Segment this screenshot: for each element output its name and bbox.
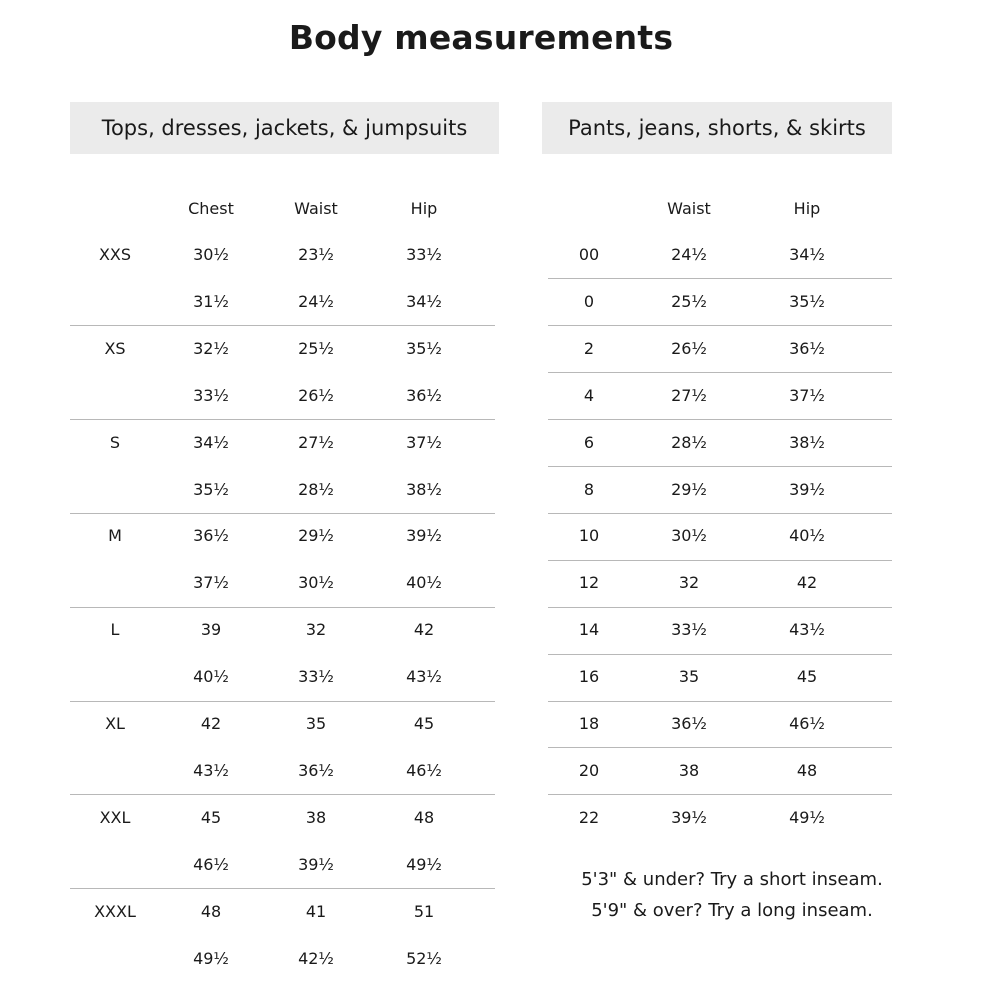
- measurement-cell: 37½: [406, 432, 442, 452]
- measurement-cell: 25½: [298, 338, 334, 358]
- row-divider: [70, 794, 495, 795]
- measurement-cell: 45: [796, 667, 818, 687]
- measurement-cell: 43½: [406, 667, 442, 687]
- measurement-cell: 43½: [193, 760, 229, 780]
- measurement-cell: 30½: [298, 573, 334, 593]
- inseam-note: 5'9" & over? Try a long inseam.: [591, 900, 873, 921]
- measurement-cell: 33½: [406, 245, 442, 264]
- row-divider: [70, 701, 495, 702]
- measurement-cell: 39½: [789, 479, 825, 499]
- size-label: 6: [583, 432, 595, 452]
- measurement-cell: 30½: [193, 245, 229, 264]
- measurement-cell: 42½: [298, 948, 334, 968]
- measurement-cell: 33½: [193, 385, 229, 405]
- measurement-cell: 28½: [298, 479, 334, 499]
- size-label: 2: [583, 338, 595, 358]
- measurement-cell: 48: [413, 807, 435, 827]
- measurement-cell: 42: [413, 620, 435, 640]
- measurement-cell: 30½: [671, 526, 707, 546]
- measurement-cell: 37½: [193, 573, 229, 593]
- measurement-cell: 35½: [193, 479, 229, 499]
- measurement-cell: 29½: [298, 526, 334, 546]
- measurement-cell: 43½: [789, 620, 825, 640]
- measurement-cell: 27½: [298, 432, 334, 452]
- row-divider: [548, 325, 892, 326]
- measurement-cell: 32½: [193, 338, 229, 358]
- page-title: Body measurements: [288, 18, 674, 57]
- measurement-cell: 34½: [789, 245, 825, 264]
- measurement-cell: 35: [678, 667, 700, 687]
- measurement-cell: 35½: [406, 338, 442, 358]
- measurement-cell: 51: [413, 901, 435, 921]
- row-divider: [548, 419, 892, 420]
- measurement-cell: 46½: [193, 854, 229, 874]
- measurement-cell: 49½: [406, 854, 442, 874]
- bottoms-section-heading: Pants, jeans, shorts, & skirts: [542, 102, 892, 154]
- measurement-cell: 25½: [671, 291, 707, 311]
- measurement-cell: 46½: [789, 714, 825, 733]
- measurement-cell: 33½: [671, 620, 707, 640]
- measurement-cell: 32: [678, 573, 700, 593]
- row-divider: [70, 513, 495, 514]
- size-label: 20: [578, 760, 600, 780]
- measurement-cell: 29½: [671, 479, 707, 499]
- measurement-cell: 38½: [406, 479, 442, 499]
- size-label: 0: [583, 291, 595, 311]
- row-divider: [548, 794, 892, 795]
- measurement-cell: 38½: [789, 432, 825, 452]
- column-header-chest: Chest: [188, 199, 234, 218]
- measurement-cell: 39: [200, 620, 222, 640]
- measurement-cell: 28½: [671, 432, 707, 452]
- measurement-cell: 41: [305, 901, 327, 921]
- measurement-cell: 35: [305, 714, 327, 733]
- column-header-hip: Hip: [410, 199, 438, 218]
- measurement-cell: 23½: [298, 245, 334, 264]
- measurement-cell: 32: [305, 620, 327, 640]
- measurement-cell: 24½: [671, 245, 707, 264]
- row-divider: [70, 607, 495, 608]
- row-divider: [548, 466, 892, 467]
- measurement-cell: 31½: [193, 291, 229, 311]
- size-label: 12: [578, 573, 600, 593]
- measurement-cell: 38: [305, 807, 327, 827]
- measurement-cell: 36½: [193, 526, 229, 546]
- measurement-cell: 49½: [193, 948, 229, 968]
- column-header-waist: Waist: [294, 199, 338, 218]
- row-divider: [70, 325, 495, 326]
- measurement-cell: 34½: [193, 432, 229, 452]
- size-label: 16: [578, 667, 600, 687]
- measurement-cell: 26½: [671, 338, 707, 358]
- size-label: M: [108, 526, 122, 546]
- measurement-cell: 27½: [671, 385, 707, 405]
- measurement-cell: 45: [200, 807, 222, 827]
- measurement-cell: 46½: [406, 760, 442, 780]
- size-label: 14: [578, 620, 600, 640]
- measurement-cell: 36½: [789, 338, 825, 358]
- size-label: 8: [583, 479, 595, 499]
- row-divider: [548, 513, 892, 514]
- row-divider: [548, 747, 892, 748]
- measurement-cell: 24½: [298, 291, 334, 311]
- row-divider: [548, 560, 892, 561]
- measurement-cell: 42: [796, 573, 818, 593]
- measurement-cell: 38: [678, 760, 700, 780]
- column-header-hip: Hip: [793, 199, 821, 218]
- row-divider: [548, 607, 892, 608]
- measurement-cell: 45: [413, 714, 435, 733]
- measurement-cell: 39½: [406, 526, 442, 546]
- measurement-cell: 49½: [789, 807, 825, 827]
- size-label: XXS: [98, 245, 132, 264]
- measurement-cell: 39½: [671, 807, 707, 827]
- measurement-cell: 40½: [193, 667, 229, 687]
- size-label: 22: [578, 807, 600, 827]
- measurement-cell: 34½: [406, 291, 442, 311]
- measurement-cell: 40½: [406, 573, 442, 593]
- measurement-cell: 40½: [789, 526, 825, 546]
- inseam-note: 5'3" & under? Try a short inseam.: [581, 869, 883, 890]
- measurement-cell: 35½: [789, 291, 825, 311]
- measurement-cell: 36½: [298, 760, 334, 780]
- size-label: 18: [578, 714, 600, 733]
- measurement-cell: 39½: [298, 854, 334, 874]
- row-divider: [548, 654, 892, 655]
- size-label: 10: [578, 526, 600, 546]
- size-label: 4: [583, 385, 595, 405]
- measurement-cell: 37½: [789, 385, 825, 405]
- size-label: S: [109, 432, 121, 452]
- measurement-cell: 33½: [298, 667, 334, 687]
- row-divider: [70, 888, 495, 889]
- size-label: XL: [105, 714, 125, 733]
- size-label: XXL: [99, 807, 131, 827]
- column-header-waist: Waist: [667, 199, 711, 218]
- size-label: 00: [578, 245, 600, 264]
- row-divider: [548, 372, 892, 373]
- measurement-cell: 36½: [406, 385, 442, 405]
- size-label: L: [110, 620, 120, 640]
- measurement-cell: 36½: [671, 714, 707, 733]
- row-divider: [70, 419, 495, 420]
- size-label: XXXL: [94, 901, 136, 921]
- measurement-cell: 48: [796, 760, 818, 780]
- measurement-cell: 52½: [406, 948, 442, 968]
- size-label: XS: [104, 338, 126, 358]
- measurement-cell: 48: [200, 901, 222, 921]
- measurement-cell: 26½: [298, 385, 334, 405]
- tops-section-heading: Tops, dresses, jackets, & jumpsuits: [70, 102, 499, 154]
- row-divider: [548, 701, 892, 702]
- measurement-cell: 42: [200, 714, 222, 733]
- row-divider: [548, 278, 892, 279]
